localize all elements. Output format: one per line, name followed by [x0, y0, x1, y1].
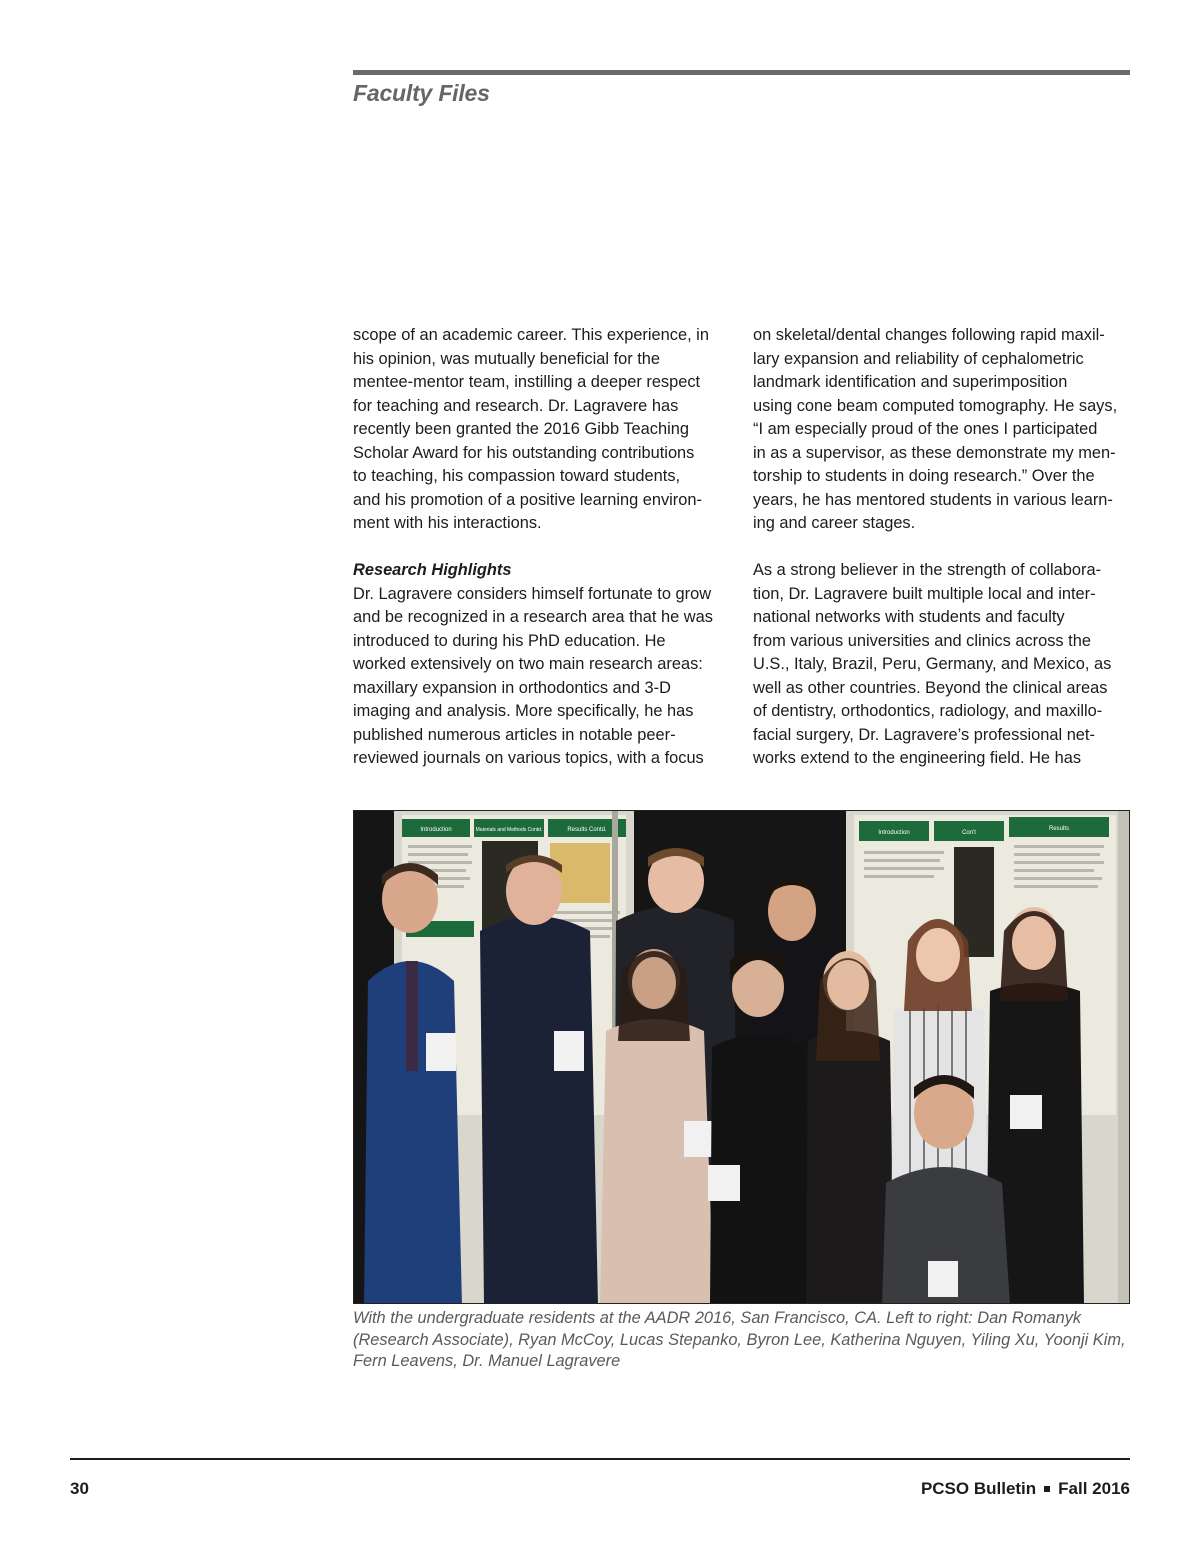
body-line: and his promotion of a positive learning environ- [353, 490, 702, 509]
footer-rule [70, 1458, 1130, 1460]
issue-label: Fall 2016 [1058, 1479, 1130, 1498]
body-line: maxillary expansion in orthodontics and 3-D [353, 678, 671, 697]
body-line: torship to students in doing research.” Over the [753, 467, 1095, 485]
publication-name: PCSO Bulletin [920, 1479, 1037, 1498]
body-line: ment with his interactions. [353, 514, 542, 532]
body-line: Dr. Lagravere considers himself fortunate to grow [353, 584, 712, 603]
body-line: landmark identification and superimposition [753, 373, 1068, 391]
body-line: and be recognized in a research area that he was [353, 608, 713, 626]
body-line: introduced to during his PhD education. He [353, 631, 666, 650]
body-line: published numerous articles in notable peer- [353, 725, 676, 744]
section-title: Faculty Files [353, 80, 490, 106]
body-line: worked extensively on two main research areas: [353, 655, 703, 673]
body-line: recently been granted the 2016 Gibb Teaching [353, 420, 689, 438]
caption-line: (Research Associate), Ryan McCoy, Lucas Stepanko, Byron Lee, Katherina Nguyen, Yiling Xu, Yoonji Kim, [353, 1330, 1126, 1349]
body-line: of dentistry, orthodontics, radiology, and maxillo- [753, 702, 1103, 720]
body-line: facial surgery, Dr. Lagravere’s professional net- [753, 725, 1095, 744]
body-line: to teaching, his compassion toward students, [353, 467, 681, 485]
left-column [353, 324, 731, 771]
body-line: from various universities and clinics across the [753, 631, 1091, 650]
body-line: works extend to the engineering field. He has [753, 749, 1082, 767]
poster-header: Results [1048, 826, 1070, 832]
body-line: reviewed journals on various topics, with a focus [353, 749, 704, 767]
body-line: “I am especially proud of the ones I participated [753, 420, 1098, 438]
body-line: tion, Dr. Lagravere built multiple local and inter- [753, 584, 1096, 603]
research-highlights-heading: Research Highlights [353, 561, 512, 579]
body-line: mentee-mentor team, instilling a deeper respect [353, 373, 701, 391]
body-line: scope of an academic career. This experience, in [353, 326, 709, 344]
body-line: years, he has mentored students in various learn- [753, 490, 1113, 509]
body-line: for teaching and research. Dr. Lagravere has [353, 396, 679, 415]
body-line: U.S., Italy, Brazil, Peru, Germany, and Mexico, as [753, 655, 1112, 673]
footer-publication [921, 1479, 1130, 1499]
body-line: in as a supervisor, as these demonstrate my men- [753, 443, 1116, 462]
body-line: using cone beam computed tomography. He says, [753, 396, 1118, 415]
photo-caption [353, 1308, 1130, 1373]
body-line: imaging and analysis. More specifically, he has [353, 702, 694, 720]
header-rule [353, 70, 1130, 75]
caption-line: With the undergraduate residents at the AADR 2016, San Francisco, CA. Left to right: Dan Romanyk [353, 1309, 1082, 1327]
body-line: Scholar Award for his outstanding contributions [353, 443, 695, 462]
group-photo-illustration [354, 811, 1130, 1304]
poster-header: Introduction [420, 827, 452, 833]
group-photo [353, 810, 1130, 1304]
body-line: lary expansion and reliability of cephalometric [753, 349, 1084, 368]
square-bullet-icon [1044, 1486, 1050, 1492]
caption-line: Fern Leavens, Dr. Manuel Lagravere [353, 1352, 621, 1370]
poster-header: Con't [962, 830, 976, 836]
body-line: As a strong believer in the strength of collabora- [753, 561, 1102, 579]
page-number: 30 [70, 1479, 89, 1498]
poster-header: Results Contd. [567, 827, 607, 833]
poster-header: Materials and Methods Contd. [475, 827, 543, 833]
body-line: ing and career stages. [753, 514, 916, 532]
poster-header: Introduction [878, 830, 910, 836]
body-line: national networks with students and faculty [753, 608, 1065, 626]
right-column [753, 324, 1133, 771]
body-line: his opinion, was mutually beneficial for the [353, 349, 661, 368]
body-line: on skeletal/dental changes following rapid maxil- [753, 326, 1105, 344]
body-line: well as other countries. Beyond the clinical areas [753, 678, 1108, 697]
